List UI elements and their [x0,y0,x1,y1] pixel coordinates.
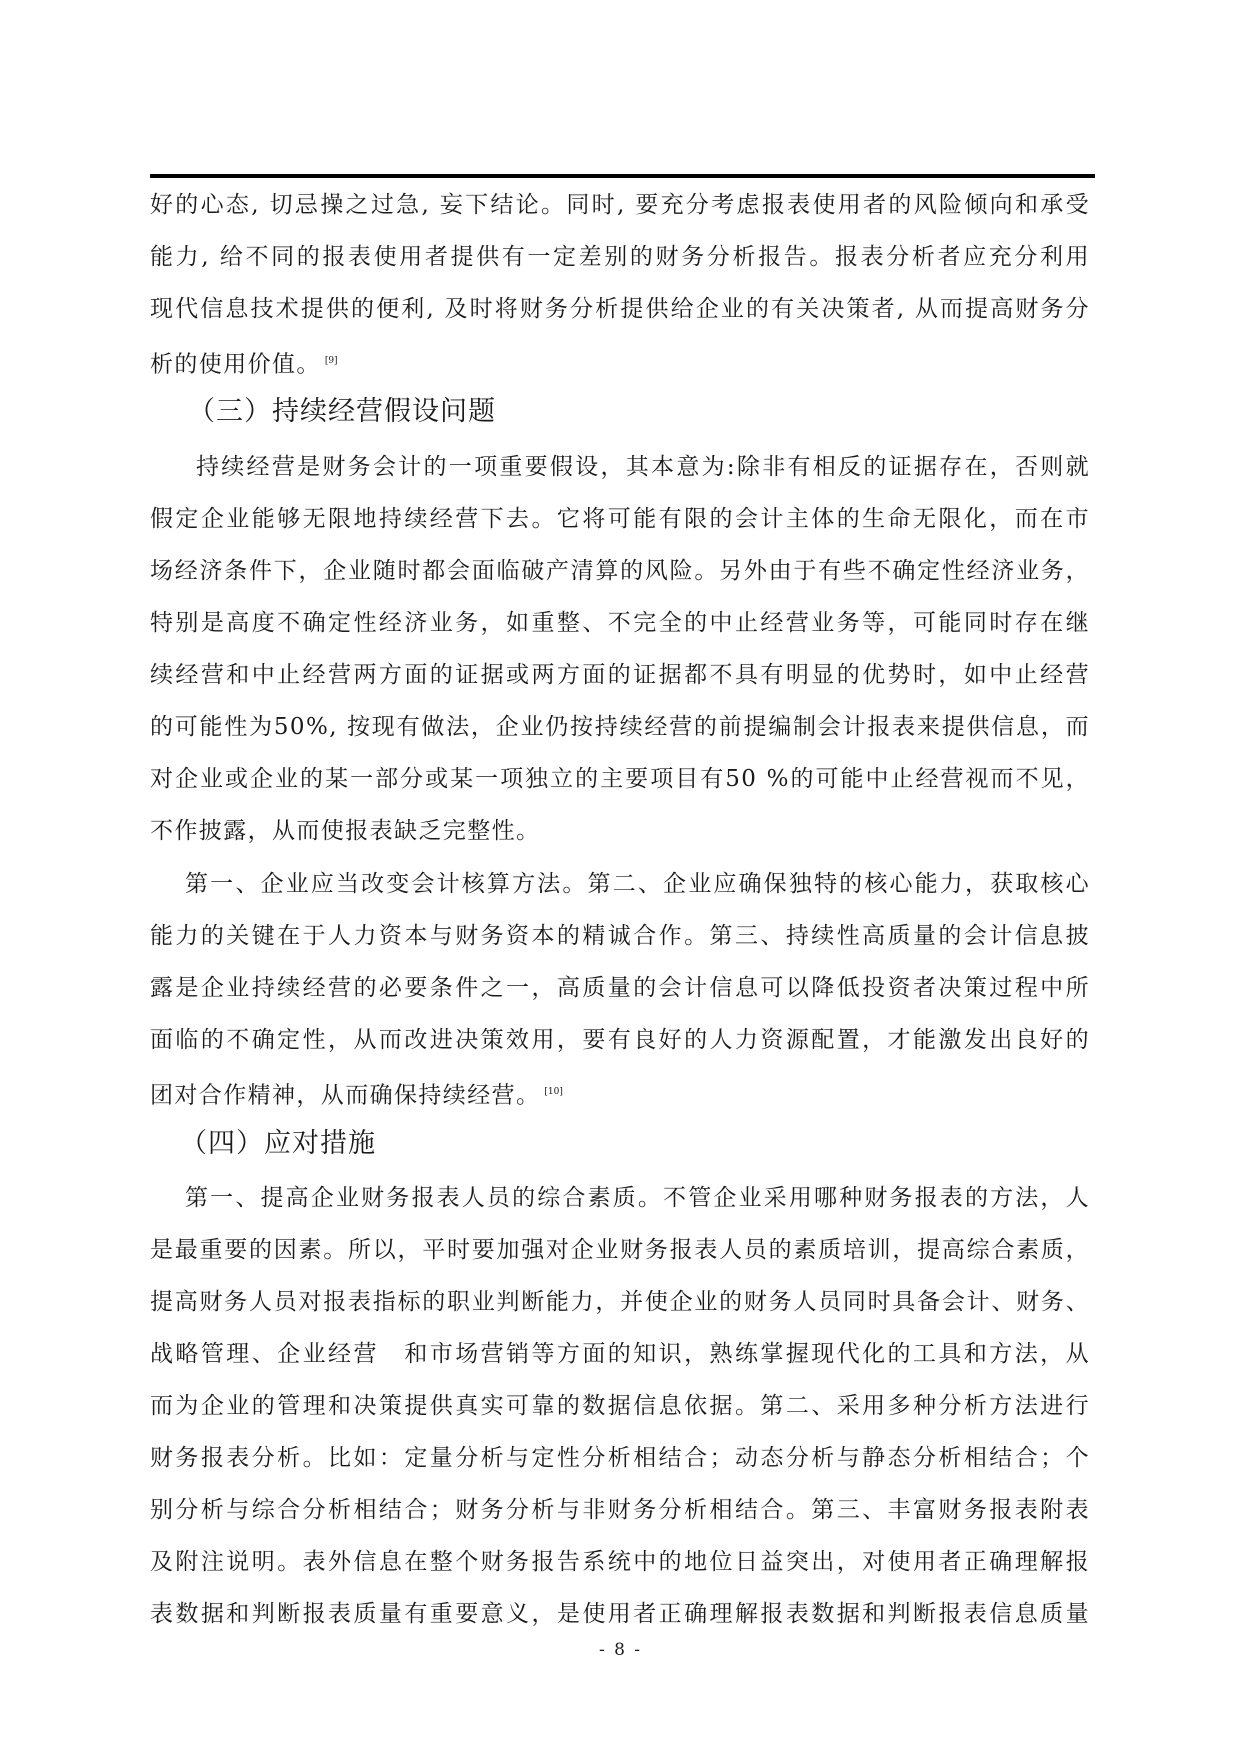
body-line: 而为企业的管理和决策提供真实可靠的数据信息依据。第二、采用多种分析方法进行 [150,1393,1090,1419]
body-line: 对企业或企业的某一部分或某一项独立的主要项目有50 %的可能中止经营视而不见， [150,766,1090,792]
body-line: 特别是高度不确定性经济业务，如重整、不完全的中止经营业务等，可能同时存在继 [150,610,1090,636]
citation-ref: [10] [544,1087,563,1097]
body-line-text: 析的使用价值。 [150,351,321,378]
body-line: 能力的关键在于人力资本与财务资本的精诚合作。第三、持续性高质量的会计信息披 [150,923,1090,949]
body-line: 是最重要的因素。所以，平时要加强对企业财务报表人员的素质培训，提高综合素质， [150,1237,1090,1263]
citation-ref: [9] [324,356,338,366]
header-rule [150,174,1095,178]
body-line: 不作披露，从而使报表缺乏完整性。 [150,818,541,844]
body-line-text: 团对合作精神，从而确保持续经营。 [150,1082,541,1109]
body-line: 好的心态, 切忌操之过急, 妄下结论。同时, 要充分考虑报表使用者的风险倾向和承受 [150,192,1090,218]
section-heading: （四）应对措施 [180,1128,376,1159]
body-line: 假定企业能够无限地持续经营下去。它将可能有限的会计主体的生命无限化，而在市 [150,506,1090,532]
body-line [150,335,1090,387]
body-line: 持续经营是财务会计的一项重要假设，其本意为:除非有相反的证据存在，否则就 [196,454,1090,480]
section-heading: （三）持续经营假设问题 [188,396,496,427]
body-line [150,1066,1090,1118]
body-line: 财务报表分析。比如：定量分析与定性分析相结合；动态分析与静态分析相结合；个 [150,1445,1090,1471]
body-line: 场经济条件下，企业随时都会面临破产清算的风险。另外由于有些不确定性经济业务， [150,558,1090,584]
body-line: 露是企业持续经营的必要条件之一，高质量的会计信息可以降低投资者决策过程中所 [150,975,1090,1001]
page-number: - 8 - [598,1640,643,1660]
body-line: 第一、企业应当改变会计核算方法。第二、企业应确保独特的核心能力，获取核心 [185,871,1090,897]
body-line: 战略管理、企业经营 和市场营销等方面的知识，熟练掌握现代化的工具和方法，从 [150,1341,1090,1367]
body-line: 现代信息技术提供的便利, 及时将财务分析提供给企业的有关决策者, 从而提高财务分 [150,296,1090,322]
body-line: 表数据和判断报表质量有重要意义，是使用者正确理解报表数据和判断报表信息质量 [150,1601,1090,1627]
body-line: 能力, 给不同的报表使用者提供有一定差别的财务分析报告。报表分析者应充分利用 [150,244,1090,270]
body-line: 面临的不确定性，从而改进决策效用，要有良好的人力资源配置，才能激发出良好的 [150,1027,1090,1053]
body-line: 提高财务人员对报表指标的职业判断能力，并使企业的财务人员同时具备会计、财务、 [150,1289,1090,1315]
body-line: 的可能性为50%, 按现有做法，企业仍按持续经营的前提编制会计报表来提供信息，而 [150,714,1090,740]
body-line: 续经营和中止经营两方面的证据或两方面的证据都不具有明显的优势时，如中止经营 [150,662,1090,688]
body-line: 别分析与综合分析相结合；财务分析与非财务分析相结合。第三、丰富财务报表附表 [150,1497,1090,1523]
body-line: 及附注说明。表外信息在整个财务报告系统中的地位日益突出，对使用者正确理解报 [150,1549,1090,1575]
body-line: 第一、提高企业财务报表人员的综合素质。不管企业采用哪种财务报表的方法，人 [185,1185,1090,1211]
